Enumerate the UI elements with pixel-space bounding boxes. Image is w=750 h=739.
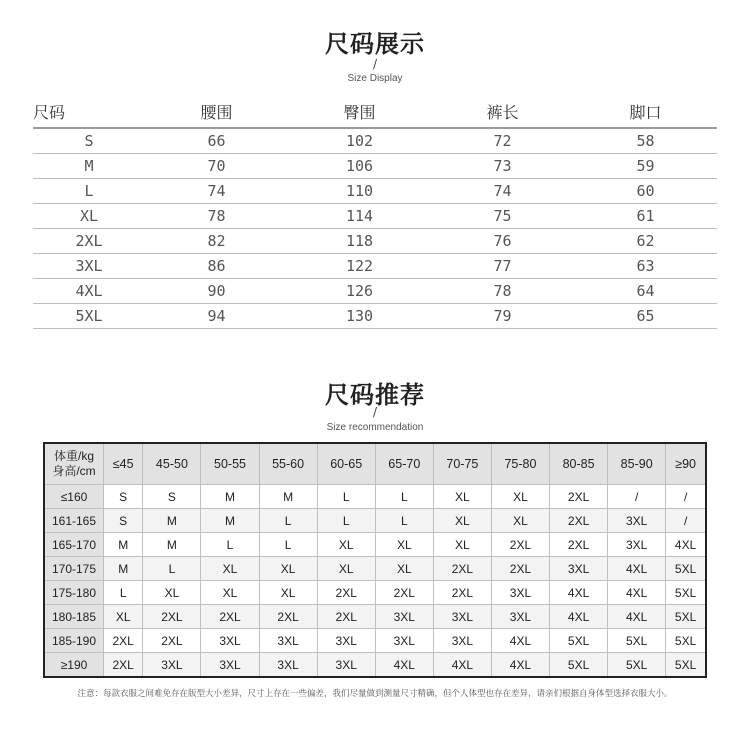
measurement-cell: 86 (145, 254, 288, 279)
size-display-subtitle: Size Display (347, 73, 403, 84)
table-row (33, 254, 717, 279)
recommended-size-cell: M (104, 533, 143, 557)
height-range-header: 185-190 (44, 629, 104, 653)
recommended-size-cell: XL (491, 509, 549, 533)
corner-height-label: 身高/cm (52, 464, 96, 478)
measurement-cell: 114 (288, 204, 431, 229)
recommended-size-cell: XL (259, 557, 317, 581)
table-row (44, 557, 706, 581)
weight-range-header: 85-90 (608, 443, 666, 485)
recommended-size-cell: 3XL (491, 581, 549, 605)
recommended-size-cell: 2XL (550, 533, 608, 557)
recommended-size-cell: 2XL (491, 533, 549, 557)
table-row (33, 304, 717, 329)
recommended-size-cell: 3XL (491, 605, 549, 629)
table-row (44, 509, 706, 533)
size-display-header-row (33, 96, 717, 128)
measurement-cell: 60 (574, 179, 717, 204)
recommended-size-cell: 5XL (666, 629, 706, 653)
weight-range-header: 80-85 (550, 443, 608, 485)
recommended-size-cell: XL (433, 509, 491, 533)
weight-range-header: ≥90 (666, 443, 706, 485)
size-label-cell: 4XL (33, 279, 145, 304)
recommended-size-cell: 4XL (491, 629, 549, 653)
recommended-size-cell: 3XL (608, 533, 666, 557)
measurement-cell: 79 (431, 304, 574, 329)
recommended-size-cell: 2XL (375, 581, 433, 605)
recommended-size-cell: 2XL (317, 581, 375, 605)
measurement-cell: 122 (288, 254, 431, 279)
height-range-header: 180-185 (44, 605, 104, 629)
recommended-size-cell: / (666, 509, 706, 533)
recommended-size-cell: M (201, 509, 259, 533)
recommended-size-cell: 4XL (608, 605, 666, 629)
recommended-size-cell: 2XL (317, 605, 375, 629)
recommended-size-cell: XL (143, 581, 201, 605)
recommended-size-cell: 5XL (608, 629, 666, 653)
height-range-header: 175-180 (44, 581, 104, 605)
recommended-size-cell: 5XL (666, 557, 706, 581)
measurement-cell: 78 (431, 279, 574, 304)
recommended-size-cell: 4XL (608, 557, 666, 581)
recommended-size-cell: S (143, 485, 201, 509)
table-row (33, 229, 717, 254)
height-range-header: 170-175 (44, 557, 104, 581)
recommended-size-cell: 5XL (608, 653, 666, 678)
measurement-cell: 77 (431, 254, 574, 279)
recommended-size-cell: L (375, 485, 433, 509)
recommended-size-cell: XL (491, 485, 549, 509)
measurement-cell: 110 (288, 179, 431, 204)
column-header-hip: 臀围 (288, 96, 431, 128)
recommended-size-cell: 3XL (608, 509, 666, 533)
table-row (44, 533, 706, 557)
weight-range-header: 65-70 (375, 443, 433, 485)
weight-range-header: ≤45 (104, 443, 143, 485)
recommended-size-cell: 5XL (550, 629, 608, 653)
recommended-size-cell: 2XL (104, 653, 143, 678)
measurement-cell: 74 (145, 179, 288, 204)
recommended-size-cell: M (143, 509, 201, 533)
recommended-size-cell: XL (201, 581, 259, 605)
measurement-cell: 62 (574, 229, 717, 254)
recommended-size-cell: 5XL (666, 605, 706, 629)
recommended-size-cell: 3XL (433, 629, 491, 653)
recommended-size-cell: L (317, 509, 375, 533)
recommended-size-cell: 3XL (143, 653, 201, 678)
recommended-size-cell: XL (259, 581, 317, 605)
recommended-size-cell: XL (375, 557, 433, 581)
table-row (33, 154, 717, 179)
table-row (33, 128, 717, 154)
column-header-waist: 腰围 (145, 96, 288, 128)
recommended-size-cell: 2XL (433, 581, 491, 605)
recommended-size-cell: 2XL (491, 557, 549, 581)
weight-header-row (44, 443, 706, 485)
weight-range-header: 55-60 (259, 443, 317, 485)
recommended-size-cell: 4XL (375, 653, 433, 678)
size-display-table (33, 96, 717, 329)
recommended-size-cell: L (143, 557, 201, 581)
measurement-cell: 63 (574, 254, 717, 279)
height-range-header: ≥190 (44, 653, 104, 678)
table-row (44, 605, 706, 629)
measurement-cell: 78 (145, 204, 288, 229)
recommended-size-cell: 4XL (608, 581, 666, 605)
recommended-size-cell: M (259, 485, 317, 509)
table-row (33, 179, 717, 204)
size-label-cell: 5XL (33, 304, 145, 329)
recommended-size-cell: 5XL (550, 653, 608, 678)
size-label-cell: XL (33, 204, 145, 229)
recommended-size-cell: XL (317, 533, 375, 557)
recommended-size-cell: 2XL (550, 509, 608, 533)
measurement-cell: 118 (288, 229, 431, 254)
recommended-size-cell: 3XL (317, 629, 375, 653)
recommended-size-cell: 3XL (375, 629, 433, 653)
recommended-size-cell: XL (201, 557, 259, 581)
size-recommendation-subtitle: Size recommendation (326, 422, 424, 433)
recommended-size-cell: S (104, 485, 143, 509)
measurement-cell: 76 (431, 229, 574, 254)
recommended-size-cell: 3XL (375, 605, 433, 629)
recommended-size-cell: 5XL (666, 653, 706, 678)
recommended-size-cell: M (104, 557, 143, 581)
recommended-size-cell: 2XL (201, 605, 259, 629)
recommended-size-cell: L (317, 485, 375, 509)
size-recommendation-slash: / (372, 405, 378, 419)
height-range-header: ≤160 (44, 485, 104, 509)
measurement-cell: 58 (574, 128, 717, 154)
table-row (33, 279, 717, 304)
size-label-cell: 2XL (33, 229, 145, 254)
recommended-size-cell: 2XL (550, 485, 608, 509)
recommended-size-cell: 3XL (433, 605, 491, 629)
size-label-cell: L (33, 179, 145, 204)
recommended-size-cell: 3XL (201, 629, 259, 653)
weight-range-header: 60-65 (317, 443, 375, 485)
measurement-cell: 75 (431, 204, 574, 229)
recommended-size-cell: L (104, 581, 143, 605)
measurement-cell: 82 (145, 229, 288, 254)
size-recommendation-table (43, 442, 707, 678)
recommended-size-cell: 2XL (104, 629, 143, 653)
column-header-size: 尺码 (33, 96, 145, 128)
recommended-size-cell: 2XL (433, 557, 491, 581)
size-display-title: 尺码展示 (325, 30, 425, 58)
recommended-size-cell: L (375, 509, 433, 533)
weight-range-header: 45-50 (143, 443, 201, 485)
height-range-header: 161-165 (44, 509, 104, 533)
recommended-size-cell: 3XL (259, 629, 317, 653)
recommended-size-cell: L (259, 509, 317, 533)
recommended-size-cell: 4XL (666, 533, 706, 557)
table-row (33, 204, 717, 229)
recommended-size-cell: XL (433, 485, 491, 509)
measurement-cell: 59 (574, 154, 717, 179)
measurement-cell: 106 (288, 154, 431, 179)
recommended-size-cell: XL (433, 533, 491, 557)
weight-range-header: 70-75 (433, 443, 491, 485)
recommended-size-cell: XL (375, 533, 433, 557)
measurement-cell: 126 (288, 279, 431, 304)
recommended-size-cell: 5XL (666, 581, 706, 605)
measurement-cell: 73 (431, 154, 574, 179)
recommended-size-cell: S (104, 509, 143, 533)
weight-range-header: 75-80 (491, 443, 549, 485)
size-display-slash: / (372, 57, 378, 71)
recommended-size-cell: / (666, 485, 706, 509)
measurement-cell: 90 (145, 279, 288, 304)
measurement-cell: 74 (431, 179, 574, 204)
recommended-size-cell: 4XL (550, 581, 608, 605)
table-row (44, 485, 706, 509)
weight-range-header: 50-55 (201, 443, 259, 485)
recommended-size-cell: XL (104, 605, 143, 629)
recommended-size-cell: 4XL (433, 653, 491, 678)
table-row (44, 581, 706, 605)
measurement-cell: 72 (431, 128, 574, 154)
measurement-cell: 65 (574, 304, 717, 329)
recommended-size-cell: 4XL (491, 653, 549, 678)
measurement-cell: 130 (288, 304, 431, 329)
size-recommendation-title: 尺码推荐 (325, 381, 425, 409)
table-row (44, 653, 706, 678)
table-row (44, 629, 706, 653)
recommended-size-cell: / (608, 485, 666, 509)
table-corner-label (44, 443, 104, 485)
footnote: 注意：每款衣服之间难免存在版型大小差异，尺寸上存在一些偏差，我们尽量做到测量尺寸精确，但个人体型也存在差异，请亲们根据自身体型选择衣服大小。 (77, 689, 673, 699)
recommended-size-cell: 3XL (201, 653, 259, 678)
measurement-cell: 94 (145, 304, 288, 329)
recommended-size-cell: L (259, 533, 317, 557)
recommended-size-cell: 3XL (550, 557, 608, 581)
column-header-leg-opening: 脚口 (574, 96, 717, 128)
column-header-length: 裤长 (431, 96, 574, 128)
size-label-cell: M (33, 154, 145, 179)
recommended-size-cell: 2XL (259, 605, 317, 629)
recommended-size-cell: M (143, 533, 201, 557)
corner-weight-label: 体重/kg (53, 449, 94, 463)
recommended-size-cell: 4XL (550, 605, 608, 629)
measurement-cell: 64 (574, 279, 717, 304)
height-range-header: 165-170 (44, 533, 104, 557)
size-label-cell: S (33, 128, 145, 154)
measurement-cell: 102 (288, 128, 431, 154)
measurement-cell: 66 (145, 128, 288, 154)
recommended-size-cell: L (201, 533, 259, 557)
recommended-size-cell: 2XL (143, 629, 201, 653)
size-label-cell: 3XL (33, 254, 145, 279)
measurement-cell: 61 (574, 204, 717, 229)
recommended-size-cell: 3XL (259, 653, 317, 678)
measurement-cell: 70 (145, 154, 288, 179)
recommended-size-cell: 3XL (317, 653, 375, 678)
recommended-size-cell: M (201, 485, 259, 509)
recommended-size-cell: XL (317, 557, 375, 581)
recommended-size-cell: 2XL (143, 605, 201, 629)
